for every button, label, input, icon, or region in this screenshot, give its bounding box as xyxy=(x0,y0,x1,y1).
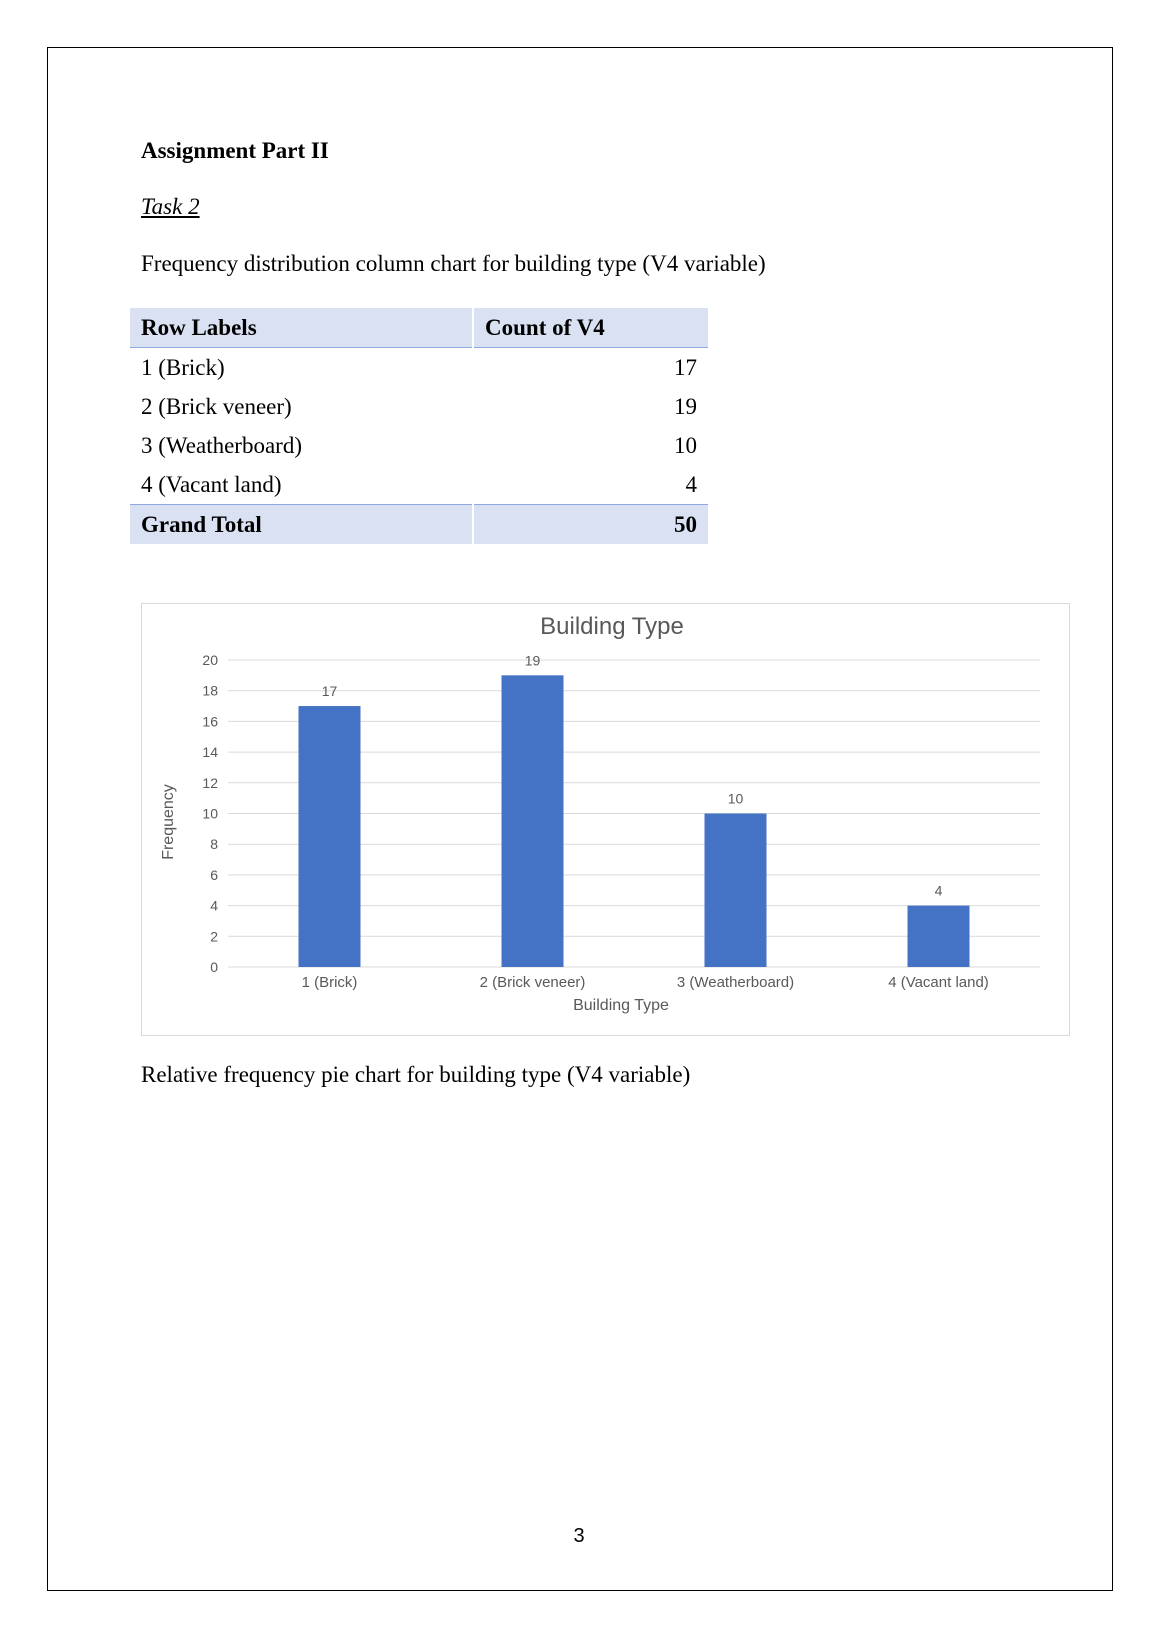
y-tick-label: 8 xyxy=(210,836,218,853)
y-tick-label: 0 xyxy=(210,959,218,975)
row-count: 4 xyxy=(685,471,697,497)
grand-total-count: 50 xyxy=(473,505,708,545)
y-tick-label: 6 xyxy=(210,866,218,883)
header-count: Count of V4 xyxy=(473,308,708,348)
bars xyxy=(299,675,970,967)
y-tick-label: 14 xyxy=(202,744,218,761)
bar-chart-caption: Frequency distribution column chart for building type (V4 variable) xyxy=(141,251,766,276)
bar-chart-frame xyxy=(141,603,1070,1036)
assignment-heading: Assignment Part II xyxy=(141,138,329,163)
bar xyxy=(502,675,564,967)
y-tick-label: 20 xyxy=(202,652,218,668)
header-row-labels: Row Labels xyxy=(130,308,473,348)
chart-title: Building Type xyxy=(540,613,684,640)
x-tick-label: 4 (Vacant land) xyxy=(888,974,989,991)
row-label: 3 (Weatherboard) xyxy=(141,432,302,458)
pivot-table xyxy=(130,308,708,544)
x-axis-label: Building Type xyxy=(573,997,669,1014)
table-row xyxy=(130,465,708,505)
data-label: 4 xyxy=(934,882,943,899)
pie-chart-caption: Relative frequency pie chart for building type (V4 variable) xyxy=(141,1062,691,1087)
bar-chart xyxy=(142,604,1069,1035)
y-tick-labels xyxy=(202,652,218,975)
x-tick-label: 2 (Brick veneer) xyxy=(479,974,586,991)
x-tick-labels xyxy=(302,974,989,991)
y-tick-label: 2 xyxy=(210,928,218,945)
grand-total-label: Grand Total xyxy=(130,505,473,545)
row-label: 1 (Brick) xyxy=(141,354,225,380)
row-count: 10 xyxy=(674,432,697,458)
row-label: 2 (Brick veneer) xyxy=(141,393,292,419)
table-row xyxy=(130,348,708,388)
row-count: 17 xyxy=(674,354,697,380)
y-tick-label: 16 xyxy=(202,713,218,730)
bar xyxy=(705,814,767,968)
bar xyxy=(299,706,361,967)
table-row xyxy=(130,426,708,465)
data-label: 17 xyxy=(321,683,338,700)
y-tick-label: 10 xyxy=(202,805,218,822)
task-label: Task 2 xyxy=(141,194,200,219)
row-count: 19 xyxy=(674,393,697,419)
grand-total-row xyxy=(130,505,708,545)
y-tick-label: 12 xyxy=(202,774,218,791)
y-axis-label: Frequency xyxy=(160,784,177,860)
data-label: 10 xyxy=(727,790,744,807)
pivot-header-row xyxy=(130,308,708,348)
page-number: 3 xyxy=(573,1525,585,1547)
data-labels xyxy=(322,652,943,898)
y-tick-label: 18 xyxy=(202,682,218,699)
x-tick-label: 1 (Brick) xyxy=(301,974,358,991)
data-label: 19 xyxy=(524,652,541,669)
row-label: 4 (Vacant land) xyxy=(141,471,282,497)
table-row xyxy=(130,387,708,426)
y-tick-label: 4 xyxy=(210,897,218,914)
bar xyxy=(908,906,970,967)
x-tick-label: 3 (Weatherboard) xyxy=(676,974,795,991)
